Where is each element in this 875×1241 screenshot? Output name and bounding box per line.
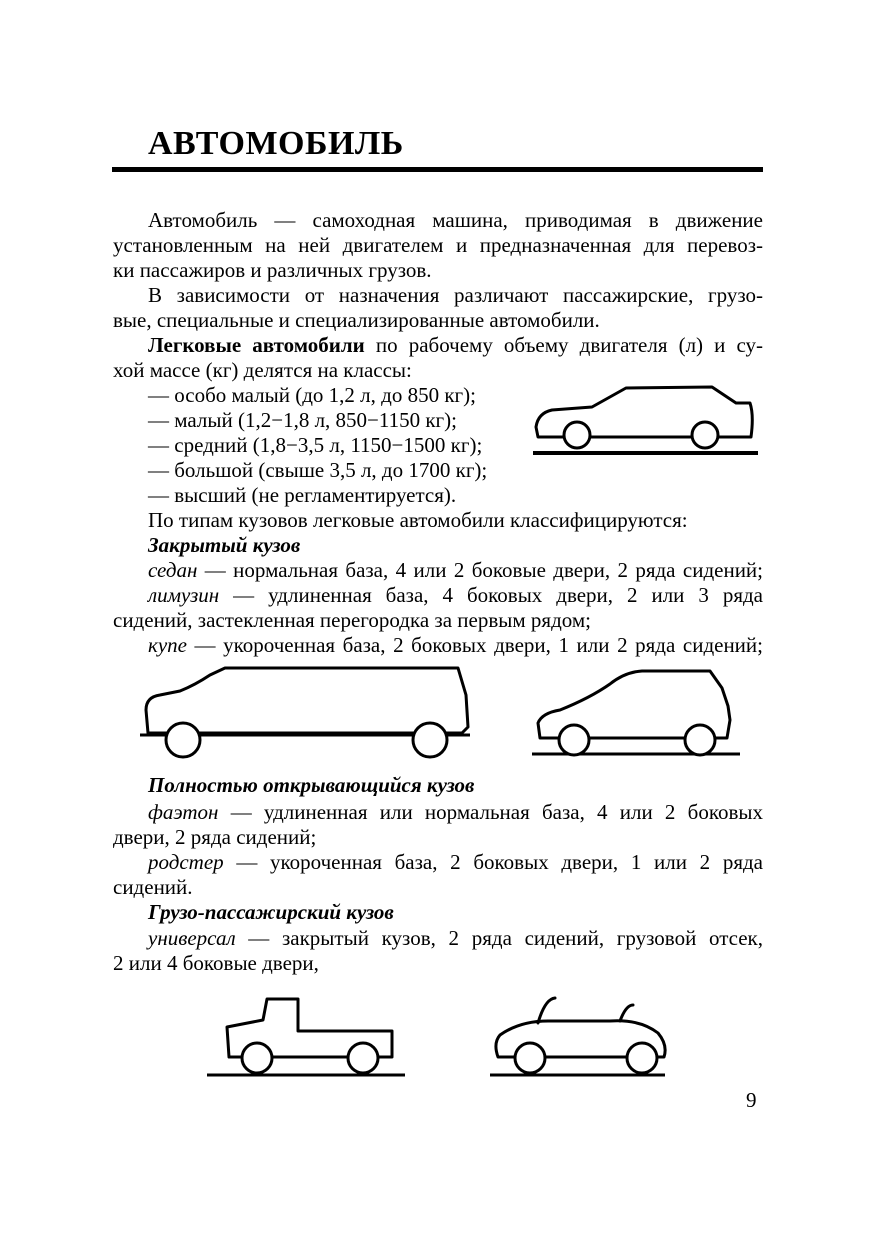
phaeton-line-2: двери, 2 ряда сидений; [113, 825, 317, 849]
closed-body-heading: Закрытый кузов [148, 533, 301, 557]
intro-line-5: вые, специальные и специализированные автомобили. [113, 308, 600, 332]
pickup-truck-illustration [205, 995, 405, 1080]
intro-line-1: Автомобиль — самоходная машина, приводимая в движение [148, 208, 763, 232]
class-item: — большой (свыше 3,5 л, до 1700 кг); [148, 458, 488, 482]
roadster-rear-wheel [627, 1043, 657, 1073]
title-rule [112, 167, 763, 172]
intro-line-4: В зависимости от назначения различают пассажирские, грузо- [148, 283, 763, 307]
hatchback-front-wheel [559, 725, 589, 755]
limo-line [113, 583, 763, 607]
classes-lead-rest: по рабочему объему двигателя (л) и су- [364, 333, 764, 357]
class-item: — особо малый (до 1,2 л, до 850 кг); [148, 383, 476, 407]
classes-lead-bold: Легковые автомобили [148, 333, 365, 357]
limo-desc: — удлиненная база, 4 боковых двери, 2 или 3 ряда [219, 583, 763, 607]
truck-rear-wheel [348, 1043, 378, 1073]
phaeton-line [113, 800, 763, 824]
roadster-illustration [490, 995, 670, 1080]
roadster-desc: — укороченная база, 2 боковых двери, 1 или 2 ряда [223, 850, 763, 874]
classes-line-2: хой массе (кг) делятся на классы: [113, 358, 412, 382]
classes-after: По типам кузовов легковые автомобили классифицируются: [148, 508, 688, 532]
sedan-rear-wheel [692, 422, 718, 448]
truck-front-wheel [242, 1043, 272, 1073]
sedan-car-illustration [530, 385, 762, 460]
sedan-front-wheel [564, 422, 590, 448]
classes-lead [113, 333, 763, 357]
page-number: 9 [746, 1088, 757, 1112]
class-item: — малый (1,2−1,8 л, 850−1150 кг); [148, 408, 458, 432]
class-item: — средний (1,8−3,5 л, 1150−1500 кг); [148, 433, 483, 457]
cargo-body-heading: Грузо-пассажирский кузов [148, 900, 394, 924]
sedan-line [113, 558, 763, 582]
van-rear-wheel [413, 723, 447, 757]
coupe-term: купе [148, 633, 187, 657]
sedan-term: седан [148, 558, 198, 582]
wagon-desc: — закрытый кузов, 2 ряда сидений, грузовой отсек, [235, 926, 763, 950]
sedan-desc: — нормальная база, 4 или 2 боковые двери, 2 ряда сидений; [197, 558, 763, 582]
class-item: — высший (не регламентируется). [148, 483, 457, 507]
roadster-windshield [538, 998, 555, 1023]
van-illustration [140, 665, 475, 760]
wagon-term: универсал [148, 926, 236, 950]
limo-line-2: сидений, застекленная перегородка за первым рядом; [113, 608, 591, 632]
roadster-line [113, 850, 763, 874]
van-front-wheel [166, 723, 200, 757]
roadster-front-wheel [515, 1043, 545, 1073]
page-title: АВТОМОБИЛЬ [148, 125, 404, 162]
wagon-line [113, 926, 763, 950]
van-body [146, 668, 468, 733]
open-body-heading: Полностью открывающийся кузов [148, 773, 475, 797]
intro-line-3: ки пассажиров и различных грузов. [113, 258, 432, 282]
phaeton-desc: — удлиненная или нормальная база, 4 или 2 боковых [218, 800, 763, 824]
coupe-line [113, 633, 763, 657]
limo-term: лимузин [148, 583, 220, 607]
roadster-line-2: сидений. [113, 875, 193, 899]
roadster-term: родстер [148, 850, 224, 874]
roadster-roll-bar [620, 1005, 633, 1021]
coupe-desc: — укороченная база, 2 боковых двери, 1 или 2 ряда сидений; [186, 633, 763, 657]
intro-line-2: установленным на ней двигателем и предназначенная для перевоз- [113, 233, 763, 257]
hatchback-illustration [530, 668, 740, 760]
phaeton-term: фаэтон [148, 800, 219, 824]
hatchback-rear-wheel [685, 725, 715, 755]
wagon-line-2: 2 или 4 боковые двери, [113, 951, 319, 975]
